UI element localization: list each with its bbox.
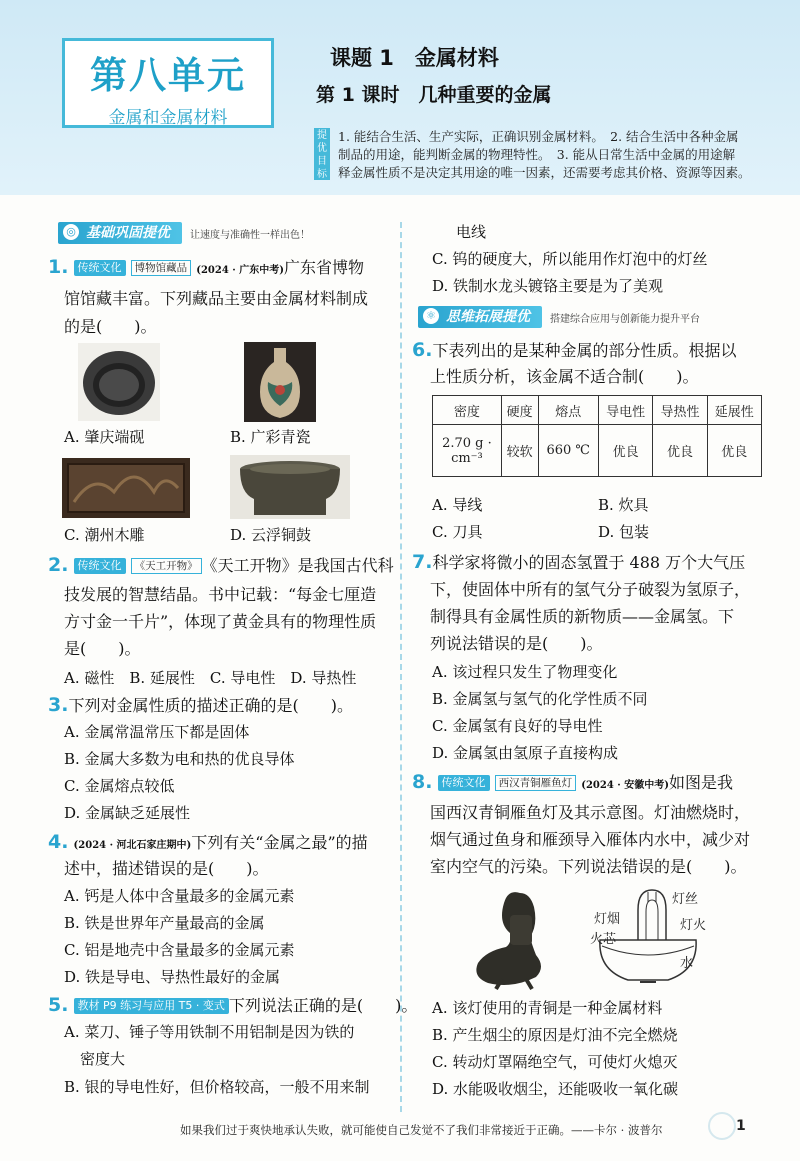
- stem-text: 如图是我: [668, 773, 733, 792]
- label-wick: 灯丝: [672, 892, 699, 907]
- goal-badge: 提优目标: [314, 128, 330, 180]
- table-header-cell: 硬度: [501, 396, 538, 425]
- q4-option-a[interactable]: A. 钙是人体中含量最多的金属元素: [64, 887, 295, 905]
- stem-text: 下列有关“金属之最”的描: [191, 833, 368, 852]
- q3-option-d[interactable]: D. 金属缺乏延展性: [64, 804, 191, 822]
- q4-stem-line1: [48, 832, 368, 856]
- bronze-drum-image: [230, 455, 350, 519]
- lesson-title: 第 1 课时 几种重要的金属: [316, 84, 552, 106]
- q5-stem: [48, 995, 417, 1016]
- table-cell: 优良: [707, 425, 761, 477]
- stem-text: 科学家将微小的固态氢置于 488 万个大气压: [432, 553, 746, 572]
- label-flame: 灯火: [680, 918, 707, 933]
- table-header-cell: 导电性: [598, 396, 652, 425]
- tag-topic: 西汉青铜雁鱼灯: [495, 775, 577, 791]
- unit-subtitle: 金属和金属材料: [108, 108, 228, 128]
- q5-option-b-line1[interactable]: B. 银的导电性好，但价格较高，一般不用来制: [64, 1078, 370, 1096]
- section-basic-header: [58, 222, 310, 244]
- tag-culture: 传统文化: [74, 260, 126, 276]
- stem-text: 下列对金属性质的描述正确的是( )。: [68, 696, 353, 715]
- q4-option-d[interactable]: D. 铁是导电、导热性最好的金属: [64, 968, 281, 986]
- q8-stem-line4: 室内空气的污染。下列说法错误的是( )。: [430, 857, 747, 876]
- density-unit: cm⁻³: [451, 450, 483, 466]
- goal-line: 释金属性质不是决定其用途的唯一因素，还需要考虑其价格、资源等因素。: [338, 165, 751, 180]
- q1-stem-line1: [48, 257, 364, 281]
- q7-stem-line4: 列说法错误的是( )。: [430, 634, 603, 653]
- stem-text: 广东省博物: [283, 258, 364, 277]
- unit-title: 第八单元: [90, 54, 246, 97]
- q8-option-a[interactable]: A. 该灯使用的青铜是一种金属材料: [432, 999, 663, 1017]
- table-header-cell: 延展性: [707, 396, 761, 425]
- q1-stem-line2: 馆馆藏丰富。下列藏品主要由金属材料制成: [64, 289, 369, 308]
- tag-topic: 《天工开物》: [131, 558, 202, 574]
- question-number: 1.: [48, 256, 69, 278]
- table-cell: 优良: [653, 425, 707, 477]
- tag-culture: 传统文化: [74, 558, 126, 574]
- goose-lamp-image: [470, 885, 560, 991]
- porcelain-image: [244, 342, 316, 422]
- q7-option-d[interactable]: D. 金属氢由氢原子直接构成: [432, 744, 619, 762]
- q1-option-a[interactable]: A. 肇庆端砚: [64, 428, 145, 446]
- q3-option-c[interactable]: C. 金属熔点较低: [64, 777, 175, 795]
- q8-stem-line1: [412, 772, 733, 796]
- q6-stem-line2: 上性质分析，该金属不适合制( )。: [430, 367, 699, 386]
- q6-option-a[interactable]: A. 导线: [432, 496, 483, 514]
- q1-option-d[interactable]: D. 云浮铜鼓: [230, 526, 312, 544]
- label-core: 火芯: [590, 932, 617, 947]
- q4-option-b[interactable]: B. 铁是世界年产量最高的金属: [64, 914, 265, 932]
- section-extend-header: [418, 306, 700, 328]
- question-number: 7.: [412, 551, 433, 573]
- q2-options[interactable]: A. 磁性 B. 延展性 C. 导电性 D. 导热性: [64, 669, 357, 687]
- q7-option-c[interactable]: C. 金属氢有良好的导电性: [432, 717, 603, 735]
- unit-box: [62, 38, 274, 128]
- table-cell-density: [433, 425, 502, 477]
- q4-stem-line2: 述中，描述错误的是( )。: [64, 859, 269, 878]
- q6-option-d[interactable]: D. 包装: [598, 523, 650, 541]
- q8-stem-line2: 国西汉青铜雁鱼灯及其示意图。灯油燃烧时，: [430, 803, 751, 822]
- question-number: 3.: [48, 694, 69, 716]
- page-number: 1: [736, 1118, 746, 1134]
- q2-stem-line4: 是( )。: [64, 639, 141, 658]
- stem-text: 下表列出的是某种金属的部分性质。根据以: [432, 341, 737, 360]
- section-slogan: 搭建综合应用与创新能力提升平台: [550, 313, 700, 325]
- question-source: (2024 · 广东中考): [196, 265, 284, 276]
- table-header-cell: 熔点: [538, 396, 598, 425]
- target-icon: ◎: [63, 224, 79, 240]
- q1-option-c[interactable]: C. 潮州木雕: [64, 526, 145, 544]
- topic-title: 课题 1 金属材料: [330, 46, 499, 70]
- tag-topic: 博物馆藏品: [131, 260, 192, 276]
- table-header-row: [433, 396, 762, 425]
- q3-option-b[interactable]: B. 金属大多数为电和热的优良导体: [64, 750, 295, 768]
- stem-text: 下列说法正确的是( )。: [228, 996, 418, 1015]
- learning-goals: [338, 128, 768, 182]
- q8-option-d[interactable]: D. 水能吸收烟尘，还能吸收一氧化碳: [432, 1080, 679, 1098]
- q7-stem-line1: [412, 552, 745, 573]
- q5-option-a-line1[interactable]: A. 菜刀、锤子等用铁制不用铝制是因为铁的: [64, 1023, 355, 1041]
- property-table: [432, 395, 762, 477]
- q6-option-c[interactable]: C. 刀具: [432, 523, 483, 541]
- stem-text: 《天工开物》是我国古代科: [201, 556, 394, 575]
- q4-option-c[interactable]: C. 铝是地壳中含量最多的金属元素: [64, 941, 295, 959]
- woodcarving-image: [62, 458, 190, 518]
- question-number: 8.: [412, 771, 433, 793]
- question-number: 2.: [48, 554, 69, 576]
- q5-option-c[interactable]: C. 钨的硬度大，所以能用作灯泡中的灯丝: [432, 250, 708, 268]
- goal-line: 制品的用途，能判断金属的物理特性。 3. 能从日常生活中金属的用途解: [338, 147, 736, 162]
- q2-stem-line3: 方寸金一千片”，体现了黄金具有的物理性质: [64, 612, 377, 631]
- table-header-cell: 密度: [433, 396, 502, 425]
- label-water: 水: [680, 956, 694, 971]
- page-ornament: [708, 1112, 736, 1140]
- q2-stem-line1: [48, 555, 394, 576]
- q6-stem-line1: [412, 340, 736, 361]
- column-divider: [400, 222, 402, 1112]
- q3-stem: [48, 695, 353, 716]
- section-title: 基础巩固提优: [86, 225, 170, 241]
- question-number: 4.: [48, 831, 69, 853]
- q8-option-b[interactable]: B. 产生烟尘的原因是灯油不完全燃烧: [432, 1026, 678, 1044]
- section-badge: [418, 306, 542, 328]
- table-cell: 优良: [598, 425, 652, 477]
- q5-option-d[interactable]: D. 铁制水龙头镀铬主要是为了美观: [432, 277, 664, 295]
- goal-line: 1. 能结合生活、生产实际，正确识别金属材料。 2. 结合生活中各种金属: [338, 129, 739, 144]
- question-source: (2024 · 安徽中考): [581, 780, 669, 791]
- table-header-cell: 导热性: [653, 396, 707, 425]
- table-cell: 660 ℃: [538, 425, 598, 477]
- footer-quote: 如果我们过于爽快地承认失败，就可能使自己发觉不了我们非常接近于正确。——卡尔 · 波普尔: [180, 1123, 663, 1137]
- q1-option-b[interactable]: B. 广彩青瓷: [230, 428, 311, 446]
- question-number: 5.: [48, 994, 69, 1016]
- label-smoke: 灯烟: [594, 912, 621, 927]
- q7-stem-line2: 下，使固体中所有的氢气分子破裂为氢原子，: [430, 580, 751, 599]
- atom-icon: ⚛: [423, 308, 439, 324]
- q3-option-a[interactable]: A. 金属常温常压下都是固体: [64, 723, 250, 741]
- q8-stem-line3: 烟气通过鱼身和雁颈导入雁体内水中，减少对: [430, 830, 751, 849]
- density-value: 2.70 g ·: [442, 435, 492, 451]
- question-number: 6.: [412, 339, 433, 361]
- q1-stem-line3: 的是( )。: [64, 317, 157, 336]
- q5-option-b-line2[interactable]: 电线: [456, 223, 487, 241]
- section-slogan: 让速度与准确性一样出色！: [190, 229, 310, 241]
- q7-option-b[interactable]: B. 金属氢与氢气的化学性质不同: [432, 690, 648, 708]
- q8-option-c[interactable]: C. 转动灯罩隔绝空气，可使灯火熄灭: [432, 1053, 678, 1071]
- tag-culture: 传统文化: [438, 775, 490, 791]
- question-source: (2024 · 河北石家庄期中): [73, 840, 192, 851]
- section-badge: [58, 222, 182, 244]
- q7-stem-line3: 制得具有金属性质的新物质——金属氢。下: [430, 607, 735, 626]
- section-title: 思维拓展提优: [446, 309, 530, 325]
- table-cell: 较软: [501, 425, 538, 477]
- inkstone-image: [78, 343, 160, 421]
- table-row: [433, 425, 762, 477]
- q6-option-b[interactable]: B. 炊具: [598, 496, 649, 514]
- q2-stem-line2: 技发展的智慧结晶。书中记载：“每金七厘造: [64, 585, 377, 604]
- q5-option-a-line2[interactable]: 密度大: [80, 1050, 126, 1068]
- q7-option-a[interactable]: A. 该过程只发生了物理变化: [432, 663, 618, 681]
- tag-textbook: 教材 P9 练习与应用 T5 · 变式: [74, 998, 229, 1014]
